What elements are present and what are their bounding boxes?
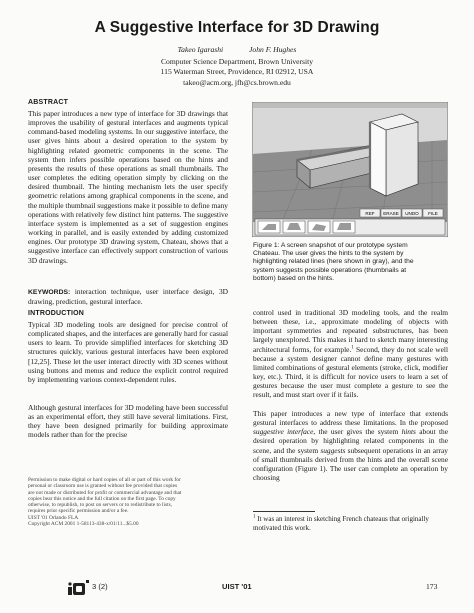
paragraph-text: about the desired operation by highlighting related components in the scene, and the system <box>253 427 448 455</box>
footnote <box>253 515 448 533</box>
copyright-line: otherwise, to republish, to post on servers or to redistribute to lists, <box>28 502 173 509</box>
introduction-heading: INTRODUCTION <box>28 310 85 317</box>
intro-paragraph-1: Typical 3D modeling tools are designed for precise control of complicated shapes, and the interfaces are generally hard for casual users to learn. To provide simplified interfaces for sketching 3D structures quickly, various gestural interfaces have been explored [12,25]. These let the user interact directly with 3D scenes without using buttons and menus and reduce the explicit control required by implementing various context-dependent rules. <box>28 320 228 384</box>
author-emails: takeo@acm.org, jfh@cs.brown.edu <box>183 77 291 87</box>
paper-title: A Suggestive Interface for 3D Drawing <box>94 19 380 36</box>
copyright-line: personal or classroom use is granted without fee provided that copies <box>28 483 178 490</box>
body-paragraph-right-1 <box>253 308 448 400</box>
chi-logo-icon <box>68 578 90 596</box>
issue-number: 3 (2) <box>92 582 108 591</box>
footnote-divider <box>253 511 315 512</box>
figure-button-label: UNDO <box>405 211 419 217</box>
footnote-text: It was an interest in sketching French chateaus that originally motivated this work. <box>253 515 429 532</box>
conference-name: UIST '01 <box>222 582 252 591</box>
paragraph-text: , the user gives the system <box>313 427 402 437</box>
emphasis-term: suggestive interface <box>253 427 314 437</box>
copyright-line: are not made or distributed for profit or commercial advantage and that <box>28 489 182 496</box>
emphasis-term: suggests <box>320 445 346 455</box>
footnote-number: 1 <box>253 514 256 520</box>
figure-caption: Figure 1: A screen snapshot of our prototype system Chateau. The user gives the hints to the system by highlighting related lines (here shown in gray), and the system suggests possible operations (thumbnails at bottom) based on the hints. <box>253 242 414 282</box>
intro-paragraph-2: Although gestural interfaces for 3D modeling have been successful as an experimental effort, they still have several limitations. First, they have been designed primarily for building approximate models rather than for the precise <box>28 403 228 440</box>
affiliation-line: Computer Science Department, Brown University <box>160 57 314 66</box>
page-number: 173 <box>426 582 438 591</box>
keywords-text: interaction technique, user interface design, 3D drawing, prediction, gestural interface. <box>28 287 228 307</box>
figure-thumbnail-strip <box>255 219 445 235</box>
affiliation-line: 115 Waterman Street, Providence, RI 02912, USA <box>160 67 314 77</box>
figure-chateau-screenshot <box>252 102 448 237</box>
figure-button-label: ERASE <box>383 211 399 217</box>
copyright-line: Copyright ACM 2001 1-58113-438-x/01/11...$5.00 <box>28 521 139 528</box>
copyright-line: Permission to make digital or hard copies of all or part of this work for <box>28 477 181 483</box>
author-name: Takeo Igarashi <box>177 45 224 54</box>
emphasis-term: hints <box>401 427 416 437</box>
paragraph-text: Second, they do not scale well because a system designer cannot define many gestures with limited combinations of gestural elements (stroke, click, modifier key, etc.). Third, it is difficult for novice users to learn a set of gestures because the user must complete a gesture to see the result, and must start over if it fails. <box>253 344 448 400</box>
paragraph-text: This paper introduces a new type of interface that extends gestural interfaces to address these limitations. In the proposed <box>253 409 448 428</box>
copyright-line: requires prior specific permission and/or a fee. <box>28 508 129 515</box>
paragraph-text: subsequent operations in an array of small thumbnails derived from the hints and the overall scene configuration (Figure 1). The user can complete an operation by choosing <box>253 445 448 483</box>
page-footer <box>0 577 474 597</box>
author-list <box>0 45 474 54</box>
footnote-marker: 1 <box>351 345 354 351</box>
keywords-label: KEYWORDS: <box>28 289 71 296</box>
keywords-paragraph <box>28 287 228 306</box>
copyright-line: copies bear this notice and the full citation on the first page. To copy <box>28 495 176 502</box>
paragraph-text: control used in traditional 3D modeling tools, and the realm between these, i.e., approximate modeling of objects with important symmetries and repeated substructures, has been largely unexplored. This makes it hard to sketch many interesting architectural forms, for example. <box>253 308 448 354</box>
copyright-notice <box>28 477 228 527</box>
figure-button-label: REF <box>365 211 375 217</box>
abstract-text: This paper introduces a new type of interface for 3D drawings that improves the usability of gestural interfaces and augments typical command-based modeling systems. In our suggestive interface, the user gives hints about a desired operation to the system by highlighting related geometric components in the scene. The system then infers possible operations based on the hints and presents the results of these operations as small thumbnails. The user completes the editing operation simply by clicking on the desired thumbnail. The hinting mechanism lets the user specify geometric relations among graphical components in the scene, and the multiple thumbnail suggestions make it possible to define many operations with relatively few distinct hint patterns. The suggestive interface system is implemented as a set of suggestion engines working in parallel, and is easily extended by adding customized engines. Our prototype 3D drawing system, Chateau, shows that a suggestive interface can effectively support construction of various 3D drawings. <box>28 109 228 265</box>
body-paragraph-right-2 <box>253 409 448 482</box>
figure-button-label: FILE <box>428 211 438 217</box>
author-name: John F. Hughes <box>249 45 297 54</box>
affiliation-block <box>0 57 474 88</box>
copyright-line: UIST '01 Orlando FLA <box>28 514 79 521</box>
abstract-heading: ABSTRACT <box>28 99 69 106</box>
